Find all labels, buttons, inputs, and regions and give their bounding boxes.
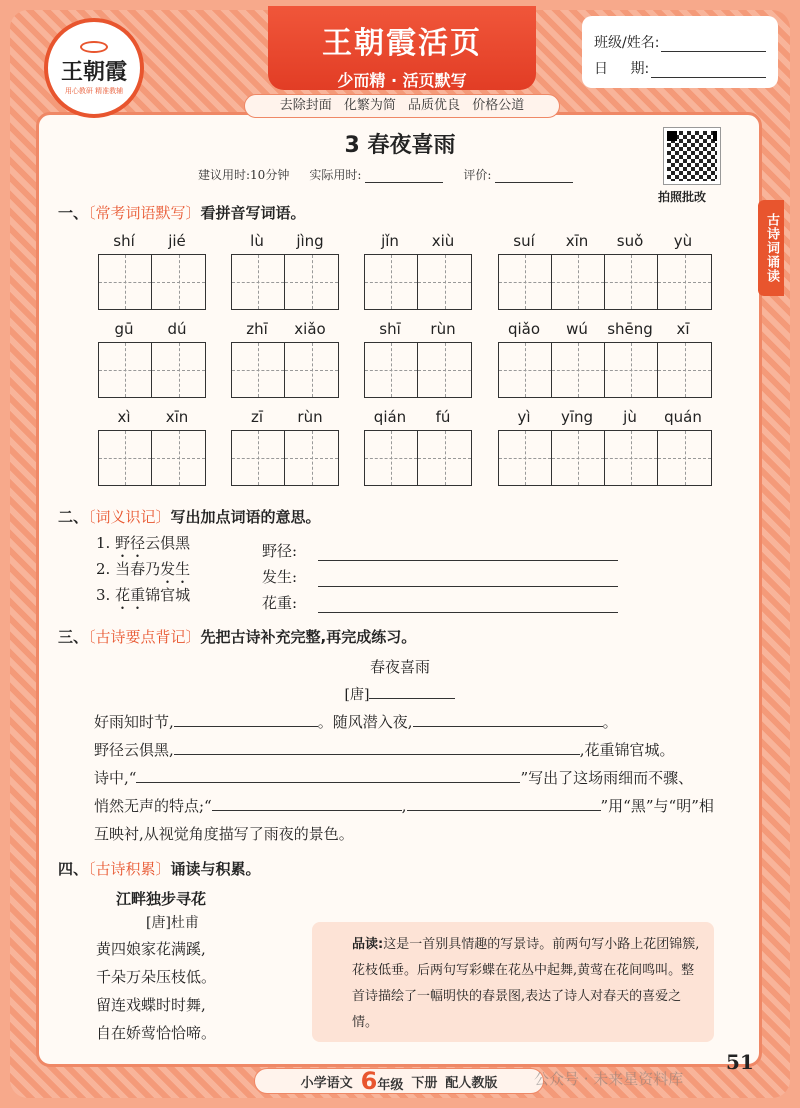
section4-instruction: 诵读与积累。 — [170, 860, 261, 878]
pinyin-label: dú — [167, 320, 187, 338]
vocab-post: 云俱黑 — [145, 534, 191, 552]
writing-boxes — [231, 254, 339, 310]
writing-cell[interactable] — [99, 255, 152, 309]
vocab-row — [96, 558, 618, 587]
pinyin-label: xīn — [565, 232, 589, 250]
writing-boxes — [231, 430, 339, 486]
vocab-row — [96, 584, 618, 613]
pinyin-label: gū — [114, 320, 134, 338]
actual-time-field[interactable] — [365, 171, 443, 183]
writing-boxes — [98, 430, 206, 486]
actual-time-label: 实际用时: — [309, 168, 362, 182]
poem2-line: 留连戏蝶时时舞, — [96, 996, 206, 1014]
poem-author-field[interactable] — [369, 684, 455, 699]
writing-cell[interactable] — [365, 255, 418, 309]
question-line-3: 互映衬,从视觉角度描写了雨夜的景色。 — [94, 825, 354, 843]
writing-boxes — [98, 342, 206, 398]
vocab-key: 野径: — [262, 542, 298, 560]
vocab-phrase — [96, 584, 262, 613]
pinyin-label: jié — [168, 232, 186, 250]
pinyin-label: jǐn — [381, 232, 399, 250]
footer-volume: 下册 — [411, 1075, 438, 1091]
section4-heading — [58, 858, 261, 879]
pinyin-label: xiù — [431, 232, 455, 250]
pinyin-label: qián — [373, 408, 407, 426]
page-number: 51 — [726, 1050, 754, 1074]
writing-cell[interactable] — [499, 255, 552, 309]
pinyin-label: lù — [250, 232, 264, 250]
writing-boxes — [98, 254, 206, 310]
pinyin-label: qiǎo — [507, 320, 541, 338]
brand-logo — [44, 18, 144, 118]
vocab-phrase — [96, 558, 262, 587]
pinyin-label: yīng — [560, 408, 594, 426]
writing-cell[interactable] — [285, 431, 338, 485]
blank-1[interactable] — [174, 712, 318, 727]
section3-instruction: 先把古诗补充完整,再完成练习。 — [200, 628, 417, 646]
poem-line-1 — [94, 712, 618, 732]
writing-cell[interactable] — [499, 343, 552, 397]
pinyin-label: xīn — [165, 408, 189, 426]
page-title: 3 春夜喜雨 — [344, 133, 456, 158]
watermark: 公众号 · 未来星资料库 — [534, 1070, 684, 1088]
writing-cell[interactable] — [658, 343, 711, 397]
class-name-field[interactable] — [661, 36, 766, 52]
writing-boxes — [231, 342, 339, 398]
pinyin-label: shí — [113, 232, 135, 250]
poem2-title: 江畔独步寻花 — [116, 890, 207, 908]
pinyin-label: xiǎo — [294, 320, 326, 338]
poem-dynasty-row — [0, 684, 800, 704]
poem-line-1-c: 。 — [602, 713, 618, 731]
writing-boxes — [364, 430, 472, 486]
section4-number: 四、 — [58, 860, 89, 878]
question-1-b: ”写出了这场雨细而不骤、 — [520, 769, 694, 787]
blank-2[interactable] — [413, 712, 603, 727]
blank-6[interactable] — [407, 796, 601, 811]
writing-cell[interactable] — [605, 255, 658, 309]
time-row — [198, 166, 589, 183]
pinyin-label: yù — [673, 232, 693, 250]
writing-boxes — [364, 342, 472, 398]
pinyin-label: xī — [676, 320, 690, 338]
question-line-2 — [94, 796, 714, 816]
writing-cell[interactable] — [285, 343, 338, 397]
vocab-dotted: 发生 — [160, 560, 191, 578]
vocab-num: 3. — [96, 586, 111, 604]
question-2-a: 悄然无声的特点;“ — [94, 797, 212, 815]
writing-cell[interactable] — [232, 431, 285, 485]
blank-4[interactable] — [136, 768, 520, 783]
pinyin-label: zī — [250, 408, 264, 426]
section3-heading — [58, 626, 416, 647]
poem-line-2-b: ,花重锦官城。 — [579, 741, 675, 759]
footer-edition: 配人教版 — [445, 1075, 498, 1091]
pinyin-label: fú — [435, 408, 451, 426]
question-2-b: , — [401, 797, 407, 815]
pinyin-label: shī — [379, 320, 401, 338]
pinyin-label: jù — [623, 408, 637, 426]
rating-label: 评价: — [463, 168, 492, 182]
brand-title: 王朝霞活页 — [322, 26, 482, 61]
writing-cell[interactable] — [418, 431, 471, 485]
pinyin-label: jìng — [296, 232, 324, 250]
pinyin-label: yì — [517, 408, 531, 426]
writing-cell[interactable] — [605, 343, 658, 397]
writing-cell[interactable] — [418, 343, 471, 397]
vocab-post: 锦官城 — [145, 586, 191, 604]
writing-boxes — [364, 254, 472, 310]
section3-number: 三、 — [58, 628, 89, 646]
footer-grade-suffix: 年级 — [377, 1078, 404, 1093]
pinyin-label: suǒ — [616, 232, 644, 250]
date-label: 日 期: — [594, 61, 650, 77]
vocab-row — [96, 532, 618, 561]
pinyin-label: rùn — [297, 408, 323, 426]
pinyin-label: suí — [513, 232, 535, 250]
poem2-author: [唐]杜甫 — [146, 915, 199, 931]
blank-5[interactable] — [212, 796, 402, 811]
section3-tag: 〔古诗要点背记〕 — [88, 628, 201, 646]
section2-tag: 〔词义识记〕 — [88, 508, 171, 526]
writing-cell[interactable] — [152, 431, 205, 485]
blank-3[interactable] — [174, 740, 580, 755]
poem-line-1-a: 好雨知时节, — [94, 713, 174, 731]
appreciation-note — [312, 922, 714, 1042]
section2-number: 二、 — [58, 508, 89, 526]
writing-cell[interactable] — [232, 343, 285, 397]
writing-boxes — [498, 342, 712, 398]
writing-boxes — [498, 254, 712, 310]
writing-cell[interactable] — [552, 431, 605, 485]
writing-cell[interactable] — [285, 255, 338, 309]
question-1-a: 诗中,“ — [94, 769, 137, 787]
vocab-dotted: 花重 — [115, 586, 146, 604]
qr-label: 拍照批改 — [658, 190, 707, 204]
writing-boxes — [498, 430, 712, 486]
pinyin-label: quán — [664, 408, 702, 426]
poem-line-1-b: 。随风潜入夜, — [317, 713, 413, 731]
writing-cell[interactable] — [605, 431, 658, 485]
vocab-answer-field[interactable] — [318, 599, 618, 613]
footer-subject: 小学语文 — [300, 1075, 353, 1091]
vocab-dotted: 野径 — [115, 534, 146, 552]
poem-dynasty: [唐] — [344, 687, 370, 703]
logo-tagline: 用心教研 精准教辅 — [64, 86, 124, 95]
rating-field[interactable] — [495, 171, 573, 183]
writing-cell[interactable] — [658, 255, 711, 309]
vocab-key: 发生: — [262, 568, 298, 586]
footer-grade: 6 — [360, 1067, 378, 1095]
vocab-key: 花重: — [262, 594, 298, 612]
eye-icon — [80, 41, 108, 53]
pinyin-label: xì — [117, 408, 131, 426]
section1-heading — [58, 202, 306, 223]
class-name-label: 班级/姓名: — [594, 35, 660, 51]
student-info-box — [582, 16, 778, 88]
suggested-time: 建议用时:10分钟 — [198, 168, 290, 182]
vocab-phrase — [96, 532, 262, 561]
section2-instruction: 写出加点词语的意思。 — [170, 508, 321, 526]
writing-cell[interactable] — [552, 343, 605, 397]
writing-cell[interactable] — [232, 255, 285, 309]
writing-cell[interactable] — [418, 255, 471, 309]
poem2-line: 自在娇莺恰恰啼。 — [96, 1024, 217, 1042]
vocab-pre: 当春乃 — [115, 560, 161, 578]
poem2-line: 黄四娘家花满蹊, — [96, 940, 206, 958]
vocab-num: 2. — [96, 560, 111, 578]
writing-cell[interactable] — [658, 431, 711, 485]
pinyin-label: rùn — [430, 320, 456, 338]
header-banner — [268, 6, 536, 90]
date-field[interactable] — [651, 62, 766, 78]
poem-line-2-a: 野径云俱黑, — [94, 741, 174, 759]
section4-tag: 〔古诗积累〕 — [88, 860, 171, 878]
side-tab-ancient-poems: 古诗词诵读 — [758, 200, 784, 296]
logo-name: 王朝霞 — [60, 59, 127, 85]
section1-tag: 〔常考词语默写〕 — [88, 204, 201, 222]
question-2-c: ”用“黑”与“明”相 — [600, 797, 714, 815]
section2-heading — [58, 506, 321, 527]
poem2-line: 千朵万朵压枝低。 — [96, 968, 217, 986]
writing-cell[interactable] — [99, 343, 152, 397]
writing-cell[interactable] — [365, 343, 418, 397]
footer-bar — [254, 1068, 544, 1094]
section1-instruction: 看拼音写词语。 — [200, 204, 306, 222]
poem-title: 春夜喜雨 — [369, 658, 430, 676]
writing-cell[interactable] — [365, 431, 418, 485]
slogan: 去除封面 化繁为简 品质优良 价格公道 — [244, 94, 560, 118]
section1-number: 一、 — [58, 204, 89, 222]
writing-cell[interactable] — [152, 255, 205, 309]
writing-cell[interactable] — [499, 431, 552, 485]
writing-cell[interactable] — [152, 343, 205, 397]
question-line-1 — [94, 768, 693, 788]
note-text: 这是一首别具情趣的写景诗。前两句写小路上花团锦簇,花枝低垂。后两句写彩蝶在花丛中起舞,黄莺在花间鸣叫。整首诗描绘了一幅明快的春景图,表达了诗人对春天的喜爱之情。 — [352, 937, 700, 1030]
qr-code-icon[interactable] — [664, 128, 720, 184]
vocab-num: 1. — [96, 534, 111, 552]
poem-line-2 — [94, 740, 675, 760]
writing-cell[interactable] — [552, 255, 605, 309]
pinyin-label: zhī — [246, 320, 268, 338]
note-label: 品读: — [352, 937, 384, 952]
pinyin-label: shēng — [607, 320, 653, 338]
pinyin-label: wú — [566, 320, 588, 338]
writing-cell[interactable] — [99, 431, 152, 485]
brand-subtitle: 少而精 · 活页默写 — [337, 71, 467, 90]
